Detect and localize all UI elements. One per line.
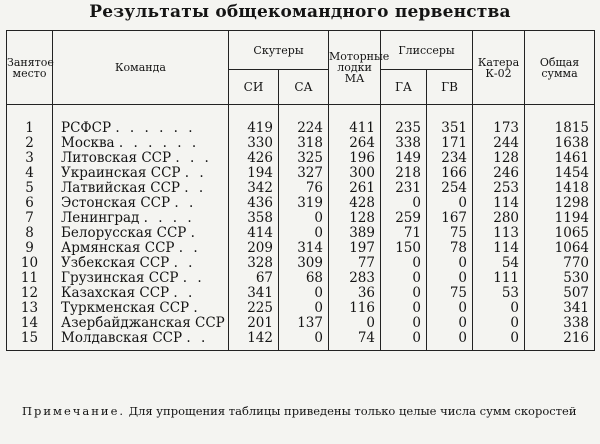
cell-gv: 0 — [427, 301, 473, 316]
header-place — [7, 31, 53, 105]
table-row — [7, 151, 595, 166]
cell-team — [53, 256, 229, 271]
cell-ga: 0 — [381, 316, 427, 331]
note-text: Для упрощения таблицы приведены только целые числа сумм скоростей — [128, 404, 577, 418]
header-gliders — [381, 31, 473, 70]
cell-sa: 314 — [279, 241, 329, 256]
cell-sa: 76 — [279, 181, 329, 196]
cell-sa: 319 — [279, 196, 329, 211]
cell-ga: 235 — [381, 105, 427, 137]
cell-ga: 338 — [381, 136, 427, 151]
table-title: Результаты общекомандного первенства — [89, 2, 511, 22]
leader-dots: . . — [184, 166, 207, 181]
leader-dots: . . — [178, 241, 201, 256]
cell-si: 142 — [229, 331, 279, 351]
header-cutter-label: Катера К-02 — [477, 55, 520, 80]
header-scooters-label: Скутеры — [253, 43, 304, 57]
cell-place: 1 — [7, 105, 53, 137]
cell-team — [53, 241, 229, 256]
leader-dots: . . — [186, 331, 209, 346]
cell-place: 14 — [7, 316, 53, 331]
cell-gv: 351 — [427, 105, 473, 137]
table-row — [7, 166, 595, 181]
cell-place: 7 — [7, 211, 53, 226]
cell-ma: 300 — [329, 166, 381, 181]
cell-total: 1461 — [525, 151, 595, 166]
cell-gv: 75 — [427, 226, 473, 241]
cell-place: 8 — [7, 226, 53, 241]
header-gliders-label: Глиссеры — [398, 43, 455, 57]
cell-ma: 411 — [329, 105, 381, 137]
cell-total: 1638 — [525, 136, 595, 151]
cell-team — [53, 286, 229, 301]
team-name: Грузинская ССР — [61, 271, 179, 286]
cell-si: 201 — [229, 316, 279, 331]
cell-ma: 0 — [329, 316, 381, 331]
cell-ma: 77 — [329, 256, 381, 271]
cell-si: 225 — [229, 301, 279, 316]
cell-ga: 231 — [381, 181, 427, 196]
cell-place: 13 — [7, 301, 53, 316]
cell-si: 436 — [229, 196, 279, 211]
cell-sa: 327 — [279, 166, 329, 181]
cell-sa: 137 — [279, 316, 329, 331]
header-sa: СА — [279, 70, 329, 105]
leader-dots: . — [190, 226, 198, 241]
cell-gv: 171 — [427, 136, 473, 151]
cell-total: 1064 — [525, 241, 595, 256]
team-name: Туркменская ССР — [61, 301, 190, 316]
cell-si: 194 — [229, 166, 279, 181]
cell-k02: 128 — [473, 151, 525, 166]
cell-si: 414 — [229, 226, 279, 241]
cell-gv: 75 — [427, 286, 473, 301]
cell-ga: 0 — [381, 256, 427, 271]
cell-total: 338 — [525, 316, 595, 331]
cell-total: 1065 — [525, 226, 595, 241]
team-name: Эстонская ССР — [61, 196, 171, 211]
leader-dots: . . . . . . — [115, 120, 196, 136]
table-note — [22, 405, 592, 418]
cell-team — [53, 196, 229, 211]
cell-ma: 197 — [329, 241, 381, 256]
header-team — [53, 31, 229, 105]
cell-k02: 0 — [473, 316, 525, 331]
cell-ma: 196 — [329, 151, 381, 166]
team-name: Литовская ССР — [61, 151, 172, 166]
cell-total: 1418 — [525, 181, 595, 196]
cell-k02: 280 — [473, 211, 525, 226]
cell-place: 2 — [7, 136, 53, 151]
cell-si: 328 — [229, 256, 279, 271]
cell-ga: 149 — [381, 151, 427, 166]
cell-ga: 218 — [381, 166, 427, 181]
cell-ga: 71 — [381, 226, 427, 241]
cell-gv: 78 — [427, 241, 473, 256]
cell-gv: 166 — [427, 166, 473, 181]
cell-sa: 309 — [279, 256, 329, 271]
cell-gv: 234 — [427, 151, 473, 166]
cell-ga: 0 — [381, 331, 427, 351]
cell-total: 341 — [525, 301, 595, 316]
cell-k02: 0 — [473, 301, 525, 316]
cell-k02: 114 — [473, 241, 525, 256]
table-row — [7, 105, 595, 137]
leader-dots: . . — [174, 196, 197, 211]
cell-gv: 0 — [427, 256, 473, 271]
cell-ga: 0 — [381, 196, 427, 211]
cell-total: 770 — [525, 256, 595, 271]
header-motor-boats — [329, 31, 390, 105]
cell-gv: 0 — [427, 271, 473, 286]
cell-sa: 68 — [279, 271, 329, 286]
cell-total: 530 — [525, 271, 595, 286]
team-name: Ленинград — [61, 211, 140, 226]
header-gv: ГВ — [427, 70, 473, 105]
table-row — [7, 286, 595, 301]
cell-total: 1194 — [525, 211, 595, 226]
cell-si: 342 — [229, 181, 279, 196]
cell-place: 5 — [7, 181, 53, 196]
cell-ma: 74 — [329, 331, 381, 351]
header-ga: ГА — [381, 70, 427, 105]
leader-dots: . . — [184, 181, 207, 196]
cell-team — [53, 211, 229, 226]
cell-gv: 254 — [427, 181, 473, 196]
cell-k02: 173 — [473, 105, 525, 137]
leader-dots: . . — [182, 271, 205, 286]
table-row — [7, 136, 595, 151]
cell-team — [53, 151, 229, 166]
cell-k02: 253 — [473, 181, 525, 196]
table-row — [7, 196, 595, 211]
cell-ma: 428 — [329, 196, 381, 211]
leader-dots: . — [193, 301, 201, 316]
cell-team — [53, 316, 229, 331]
cell-k02: 53 — [473, 286, 525, 301]
table-row — [7, 256, 595, 271]
cell-sa: 0 — [279, 226, 329, 241]
cell-ma: 389 — [329, 226, 381, 241]
leader-dots: . . . . . . — [118, 136, 200, 151]
header-total-label: Общая сумма — [539, 55, 580, 80]
cell-team — [53, 181, 229, 196]
cell-place: 3 — [7, 151, 53, 166]
results-table — [6, 30, 595, 351]
header-scooters — [229, 31, 329, 70]
team-name: РСФСР — [61, 120, 112, 136]
cell-gv: 0 — [427, 196, 473, 211]
cell-total: 507 — [525, 286, 595, 301]
cell-place: 6 — [7, 196, 53, 211]
table-header — [7, 31, 595, 105]
cell-gv: 167 — [427, 211, 473, 226]
cell-ga: 0 — [381, 301, 427, 316]
header-motor-boats-label: Моторные лодки МА — [329, 50, 390, 85]
header-total — [525, 31, 595, 105]
leader-dots: . . . — [175, 151, 212, 166]
table-row — [7, 226, 595, 241]
cell-si: 330 — [229, 136, 279, 151]
table-row — [7, 316, 595, 331]
team-name: Украинская ССР — [61, 166, 181, 181]
header-team-label: Команда — [115, 61, 166, 74]
cell-ga: 0 — [381, 286, 427, 301]
cell-team — [53, 271, 229, 286]
table-row — [7, 181, 595, 196]
cell-total: 1454 — [525, 166, 595, 181]
header-cutter — [473, 31, 525, 105]
cell-k02: 113 — [473, 226, 525, 241]
cell-k02: 246 — [473, 166, 525, 181]
cell-team — [53, 331, 229, 351]
cell-place: 9 — [7, 241, 53, 256]
cell-sa: 0 — [279, 301, 329, 316]
cell-team — [53, 166, 229, 181]
team-name: Узбекская ССР — [61, 256, 170, 271]
table-row — [7, 271, 595, 286]
header-place-label: Занятое место — [7, 55, 54, 80]
cell-total: 1815 — [525, 105, 595, 137]
table-row — [7, 301, 595, 316]
leader-dots: . . — [173, 256, 196, 271]
cell-team — [53, 226, 229, 241]
cell-ma: 283 — [329, 271, 381, 286]
cell-ma: 36 — [329, 286, 381, 301]
cell-sa: 325 — [279, 151, 329, 166]
leader-dots: . . . . — [143, 211, 195, 226]
cell-total: 1298 — [525, 196, 595, 211]
cell-si: 341 — [229, 286, 279, 301]
cell-team — [53, 105, 229, 137]
cell-k02: 0 — [473, 331, 525, 351]
cell-gv: 0 — [427, 331, 473, 351]
team-name: Азербайджанская ССР — [61, 316, 225, 331]
team-name: Латвийская ССР — [61, 181, 180, 196]
leader-dots: . . — [173, 286, 196, 301]
cell-k02: 111 — [473, 271, 525, 286]
cell-team — [53, 301, 229, 316]
cell-place: 11 — [7, 271, 53, 286]
team-name: Казахская ССР — [61, 286, 170, 301]
cell-gv: 0 — [427, 316, 473, 331]
team-name: Москва — [61, 136, 115, 151]
cell-k02: 244 — [473, 136, 525, 151]
cell-place: 10 — [7, 256, 53, 271]
cell-ma: 261 — [329, 181, 381, 196]
cell-ma: 264 — [329, 136, 381, 151]
team-name: Молдавская ССР — [61, 331, 183, 346]
table-row — [7, 331, 595, 351]
cell-ma: 128 — [329, 211, 381, 226]
cell-sa: 0 — [279, 331, 329, 351]
cell-ga: 259 — [381, 211, 427, 226]
cell-ga: 0 — [381, 271, 427, 286]
cell-si: 419 — [229, 105, 279, 137]
cell-sa: 0 — [279, 286, 329, 301]
cell-si: 426 — [229, 151, 279, 166]
cell-place: 4 — [7, 166, 53, 181]
table-row — [7, 211, 595, 226]
team-name: Белорусская ССР — [61, 226, 187, 241]
cell-ma: 116 — [329, 301, 381, 316]
cell-si: 67 — [229, 271, 279, 286]
note-lead: Примечание. — [22, 404, 126, 418]
header-si: СИ — [229, 70, 279, 105]
cell-sa: 318 — [279, 136, 329, 151]
cell-total: 216 — [525, 331, 595, 351]
cell-team — [53, 136, 229, 151]
cell-k02: 54 — [473, 256, 525, 271]
table-body — [7, 105, 595, 351]
cell-place: 15 — [7, 331, 53, 351]
team-name: Армянская ССР — [61, 241, 175, 256]
cell-si: 209 — [229, 241, 279, 256]
cell-place: 12 — [7, 286, 53, 301]
cell-sa: 0 — [279, 211, 329, 226]
cell-ga: 150 — [381, 241, 427, 256]
cell-si: 358 — [229, 211, 279, 226]
table-row — [7, 241, 595, 256]
cell-k02: 114 — [473, 196, 525, 211]
cell-sa: 224 — [279, 105, 329, 137]
